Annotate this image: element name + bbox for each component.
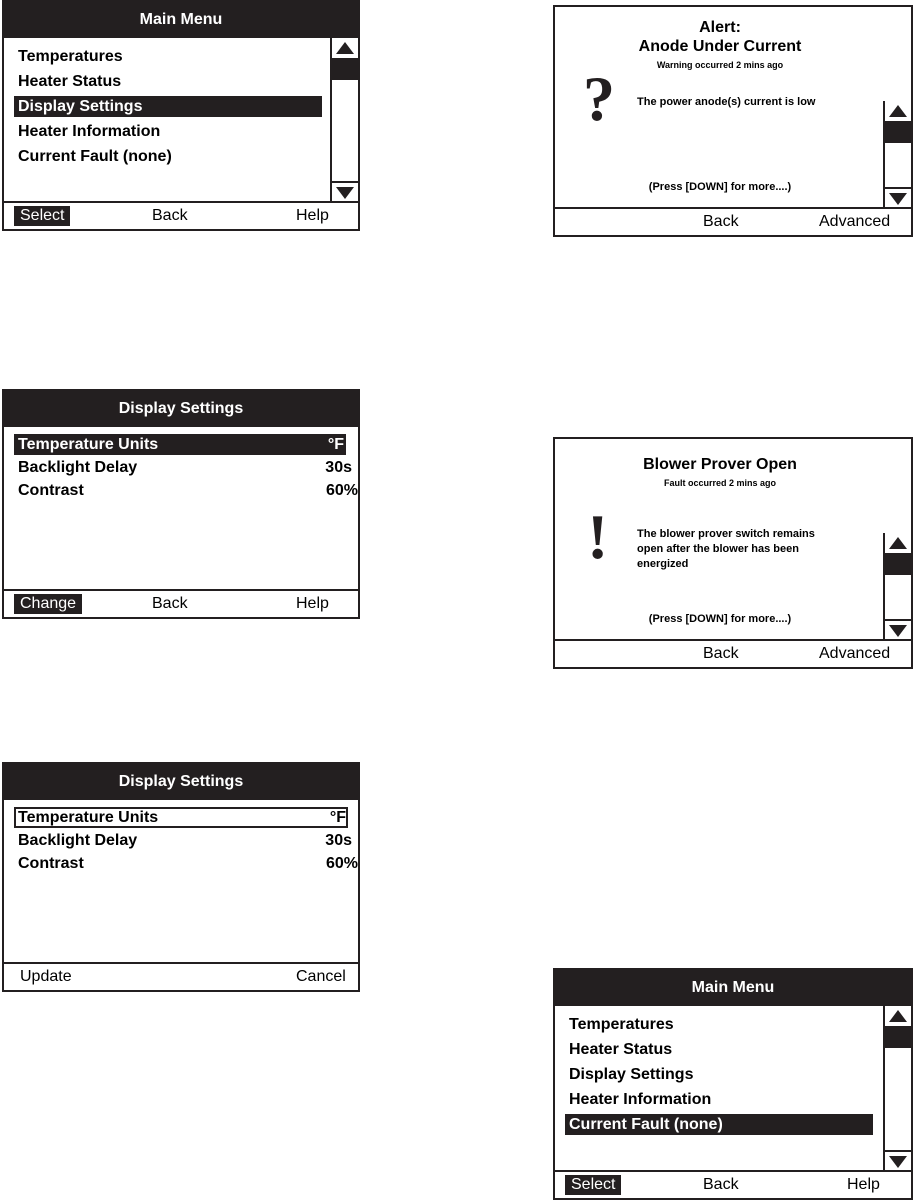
- menu-item-current-fault[interactable]: Current Fault (none): [565, 1114, 873, 1135]
- arrow-down-icon: [889, 1156, 907, 1168]
- scroll-down-button[interactable]: [885, 619, 911, 641]
- scrollbar[interactable]: [883, 101, 911, 209]
- menu-item-heater-status[interactable]: Heater Status: [569, 1041, 673, 1058]
- scroll-thumb[interactable]: [885, 121, 911, 143]
- update-softkey[interactable]: Update: [20, 968, 72, 985]
- help-softkey[interactable]: Help: [296, 207, 329, 224]
- menu-item-temperatures[interactable]: Temperatures: [18, 48, 123, 65]
- alert-screen-anode: [553, 5, 913, 237]
- softkey-bar: [555, 639, 911, 667]
- scroll-up-button[interactable]: [885, 533, 911, 555]
- question-mark-icon: ?: [583, 63, 615, 134]
- setting-row-temperature-units-editing[interactable]: [14, 807, 348, 828]
- screen-title: Main Menu: [555, 970, 911, 1006]
- scroll-down-button[interactable]: [885, 1150, 911, 1172]
- arrow-up-icon: [889, 537, 907, 549]
- scroll-down-button[interactable]: [332, 181, 358, 203]
- back-softkey[interactable]: Back: [703, 213, 739, 230]
- arrow-up-icon: [889, 1010, 907, 1022]
- scroll-thumb[interactable]: [885, 553, 911, 575]
- scroll-down-button[interactable]: [885, 187, 911, 209]
- screen-title: Main Menu: [4, 2, 358, 38]
- back-softkey[interactable]: Back: [152, 595, 188, 612]
- menu-item-temperatures[interactable]: Temperatures: [569, 1016, 674, 1033]
- scroll-up-button[interactable]: [885, 101, 911, 123]
- softkey-bar: [4, 201, 358, 229]
- setting-label: Temperature Units: [18, 436, 159, 453]
- setting-value: 60%: [325, 482, 358, 499]
- fault-message-line-1: The blower prover switch remains: [637, 528, 815, 540]
- scroll-up-button[interactable]: [332, 38, 358, 60]
- fault-message-line-2: open after the blower has been: [637, 543, 799, 555]
- cancel-softkey[interactable]: Cancel: [296, 968, 346, 985]
- setting-label: Contrast: [18, 482, 84, 499]
- menu-item-heater-status[interactable]: Heater Status: [18, 73, 122, 90]
- setting-value: °F: [329, 809, 346, 826]
- menu-item-display-settings[interactable]: Display Settings: [14, 96, 322, 117]
- more-hint: (Press [DOWN] for more....): [648, 181, 792, 193]
- arrow-up-icon: [336, 42, 354, 54]
- menu-item-display-settings[interactable]: Display Settings: [569, 1066, 694, 1083]
- setting-row-backlight-delay[interactable]: [14, 457, 354, 478]
- setting-value: 60%: [325, 855, 358, 872]
- menu-item-heater-information[interactable]: Heater Information: [569, 1091, 712, 1108]
- main-menu-screen-1: [2, 0, 360, 231]
- scrollbar[interactable]: [883, 1006, 911, 1172]
- fault-timestamp: Fault occurred 2 mins ago: [663, 478, 777, 488]
- alert-title: Anode Under Current: [638, 38, 802, 55]
- more-hint: (Press [DOWN] for more....): [648, 613, 792, 625]
- arrow-down-icon: [889, 193, 907, 205]
- softkey-bar: [555, 207, 911, 235]
- alert-label: Alert:: [699, 19, 741, 36]
- advanced-softkey[interactable]: Advanced: [819, 213, 891, 230]
- setting-label: Backlight Delay: [18, 459, 138, 476]
- menu-item-current-fault[interactable]: Current Fault (none): [18, 148, 172, 165]
- change-softkey[interactable]: Change: [14, 594, 82, 614]
- softkey-bar: [4, 589, 358, 617]
- fault-screen-blower: [553, 437, 913, 669]
- arrow-down-icon: [336, 187, 354, 199]
- fault-title: Blower Prover Open: [643, 456, 797, 473]
- fault-message-line-3: energized: [637, 558, 689, 570]
- softkey-bar: [555, 1170, 911, 1198]
- setting-value: 30s: [325, 459, 352, 476]
- advanced-softkey[interactable]: Advanced: [819, 645, 891, 662]
- softkey-bar: [4, 962, 358, 990]
- screen-title: Display Settings: [4, 391, 358, 427]
- setting-label: Backlight Delay: [18, 832, 138, 849]
- back-softkey[interactable]: Back: [152, 207, 188, 224]
- exclamation-mark-icon: !: [587, 501, 609, 572]
- menu-item-heater-information[interactable]: Heater Information: [18, 123, 161, 140]
- display-settings-screen-2: [2, 762, 360, 992]
- scroll-thumb[interactable]: [885, 1026, 911, 1048]
- main-menu-screen-2: [553, 968, 913, 1200]
- display-settings-screen-1: [2, 389, 360, 619]
- select-softkey[interactable]: Select: [565, 1175, 621, 1195]
- setting-row-backlight-delay[interactable]: [14, 830, 354, 851]
- alert-timestamp: Warning occurred 2 mins ago: [656, 60, 784, 70]
- help-softkey[interactable]: Help: [296, 595, 329, 612]
- setting-value: 30s: [325, 832, 352, 849]
- scrollbar[interactable]: [330, 38, 358, 203]
- setting-label: Temperature Units: [18, 809, 159, 826]
- alert-message: The power anode(s) current is low: [637, 96, 816, 108]
- arrow-up-icon: [889, 105, 907, 117]
- setting-row-contrast[interactable]: [14, 480, 360, 501]
- scroll-up-button[interactable]: [885, 1006, 911, 1028]
- setting-row-temperature-units[interactable]: [14, 434, 346, 455]
- back-softkey[interactable]: Back: [703, 645, 739, 662]
- arrow-down-icon: [889, 625, 907, 637]
- screen-title: Display Settings: [4, 764, 358, 800]
- setting-row-contrast[interactable]: [14, 853, 360, 874]
- select-softkey[interactable]: Select: [14, 206, 70, 226]
- scrollbar[interactable]: [883, 533, 911, 641]
- setting-label: Contrast: [18, 855, 84, 872]
- back-softkey[interactable]: Back: [703, 1176, 739, 1193]
- setting-value: °F: [327, 436, 344, 453]
- help-softkey[interactable]: Help: [847, 1176, 880, 1193]
- scroll-thumb[interactable]: [332, 58, 358, 80]
